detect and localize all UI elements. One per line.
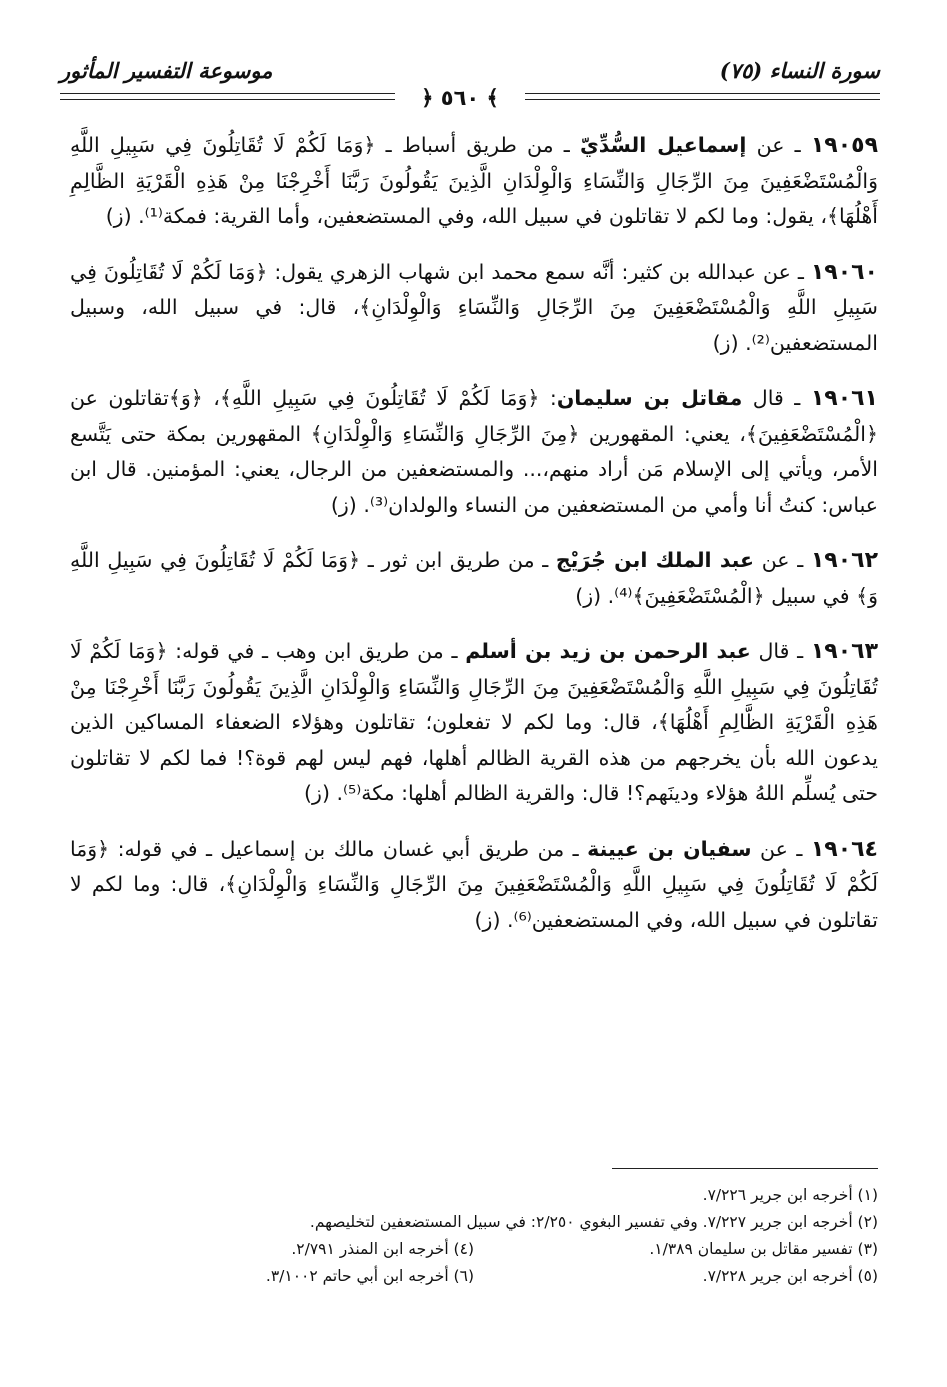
entry-text: محمد ابن شهاب الزهري يقول: ﴿وَمَا لَكُمْ لَا تُقَاتِلُونَ فِي سَبِيلِ اللَّهِ وَالْمُسْتَضْعَفِينَ مِنَ الرِّجَالِ وَالنِّسَاءِ وَالْوِلْدَانِ﴾، قال: في سبيل الله، وسبيل المستضعفين⁽²⁾. (ز) bbox=[70, 259, 878, 355]
page-number: ﴾ ٥٦٠ ﴿ bbox=[395, 86, 525, 110]
footnote-5: (٥) أخرجه ابن جرير ٧/٢٢٨. bbox=[702, 1267, 878, 1285]
footnote-1: (١) أخرجه ابن جرير ٧/٢٢٦. bbox=[702, 1186, 878, 1204]
entry-prefix: ـ عن bbox=[754, 548, 811, 572]
entry-number: ١٩٠٦٣ bbox=[810, 639, 879, 664]
entry-author: إسماعيل السُّدِّيّ bbox=[580, 133, 747, 157]
entry-19062 bbox=[70, 543, 878, 614]
footnote-4: (٤) أخرجه ابن المنذر ٢/٧٩١. bbox=[291, 1240, 474, 1258]
entry-author: عبد الملك ابن جُرَيْج bbox=[555, 548, 755, 572]
entry-prefix: ـ عن عبدالله بن كثير: أنَّه سمع bbox=[538, 259, 811, 284]
entry-prefix: ـ عن bbox=[746, 133, 811, 157]
entry-19061 bbox=[70, 381, 878, 523]
footnote-6: (٦) أخرجه ابن أبي حاتم ٣/١٠٠٢. bbox=[265, 1267, 474, 1285]
page-header bbox=[60, 58, 880, 88]
entry-author: مقاتل بن سليمان bbox=[556, 386, 743, 410]
surah-title: سورة النساء (٧٥) bbox=[719, 58, 880, 83]
footnote-row bbox=[70, 1236, 878, 1263]
footnote-2: (٢) أخرجه ابن جرير ٧/٢٢٧. وفي تفسير البغوي ٢/٢٥٠: في سبيل المستضعفين لتخليصهم. bbox=[309, 1213, 878, 1231]
main-content bbox=[70, 128, 878, 958]
entry-19059 bbox=[70, 128, 878, 235]
footnote-separator bbox=[612, 1168, 878, 1169]
entry-text: ـ من طريق أسباط ـ ﴿وَمَا لَكُمْ لَا تُقَاتِلُونَ فِي سَبِيلِ اللَّهِ وَالْمُسْتَضْعَفِينَ مِنَ الرِّجَالِ وَالنِّسَاءِ وَالْوِلْدَانِ الَّذِينَ يَقُولُونَ رَبَّنَا أَخْرِجْنَا مِنْ هَذِهِ الْقَرْيَةِ الظَّالِمِ أَهْلُهَا﴾، يقول: وما لكم لا تقاتلون في سبيل الله، وفي المستضعفين، وأما القرية: فمكة⁽¹⁾. (ز) bbox=[70, 133, 878, 228]
footnote-3: (٣) تفسير مقاتل بن سليمان ١/٣٨٩. bbox=[649, 1240, 878, 1258]
entry-text: ـ من طريق ابن وهب ـ في قوله: ﴿وَمَا لَكُمْ لَا تُقَاتِلُونَ فِي سَبِيلِ اللَّهِ وَالْمُسْتَضْعَفِينَ مِنَ الرِّجَالِ وَالنِّسَاءِ وَالْوِلْدَانِ الَّذِينَ يَقُولُونَ رَبَّنَا أَخْرِجْنَا مِنْ هَذِهِ الْقَرْيَةِ الظَّالِمِ أَهْلُهَا﴾، قال: وما لكم لا تفعلون؛ تقاتلون وهؤلاء الضعفاء المساكين الذين يدعون الله بأن يخرجهم من هذه القرية الظالم أهلها، فهم ليس لهم قوة؟! فما لكم لا تقاتلون حتى يُسلِّم اللهُ هؤلاء ودينَهم؟! قال: والقرية الظالم أهلها: مكة⁽⁵⁾. (ز) bbox=[70, 639, 878, 805]
entry-text: ـ من طريق أبي غسان مالك بن إسماعيل ـ في قوله: ﴿وَمَا لَكُمْ لَا تُقَاتِلُونَ فِي سَبِيلِ اللَّهِ وَالْمُسْتَضْعَفِينَ مِنَ الرِّجَالِ وَالنِّسَاءِ وَالْوِلْدَانِ﴾، قال: وما لكم لا تقاتلون في سبيل الله، وفي المستضعفين⁽⁶⁾. (ز) bbox=[70, 836, 878, 932]
entry-number: ١٩٠٥٩ bbox=[810, 133, 878, 158]
entry-text: ـ من طريق ابن ثور ـ ﴿وَمَا لَكُمْ لَا تُقَاتِلُونَ فِي سَبِيلِ اللَّهِ وَ﴾ في سبيل ﴿الْمُسْتَضْعَفِينَ﴾⁽⁴⁾. (ز) bbox=[70, 548, 878, 608]
entry-prefix: ـ قال bbox=[750, 639, 811, 663]
entry-author: عبد الرحمن بن زيد بن أسلم bbox=[465, 639, 751, 663]
entry-number: ١٩٠٦٠ bbox=[810, 259, 878, 285]
entry-19063 bbox=[70, 634, 878, 812]
entry-prefix: ـ قال bbox=[742, 386, 811, 410]
entry-number: ١٩٠٦٢ bbox=[810, 548, 878, 573]
entry-author: سفيان بن عيينة bbox=[587, 836, 752, 861]
entry-number: ١٩٠٦٤ bbox=[810, 836, 878, 862]
book-title: موسوعة التفسير المأثور bbox=[60, 58, 273, 83]
entry-number: ١٩٠٦١ bbox=[810, 386, 878, 411]
entry-text: : ﴿وَمَا لَكُمْ لَا تُقَاتِلُونَ فِي سَبِيلِ اللَّهِ﴾، ﴿وَ﴾تقاتلون عن ﴿الْمُسْتَضْعَفِينَ﴾، يعني: المقهورين ﴿مِنَ الرِّجَالِ وَالنِّسَاءِ وَالْوِلْدَانِ﴾ المقهورين بمكة حتى يَتَّسع الأمر، ويأتي إلى الإسلام مَن أراد منهم،... والمستضعفين من الرجال، يعني: المؤمنين. قال ابن عباس: كنتُ أنا وأمي من المستضعفين من النساء والولدان⁽³⁾. (ز) bbox=[70, 386, 878, 517]
footnote-row bbox=[70, 1263, 878, 1290]
entry-19064 bbox=[70, 832, 878, 939]
entry-prefix: ـ عن bbox=[751, 836, 811, 861]
footnotes bbox=[70, 1182, 878, 1290]
entry-19060 bbox=[70, 255, 878, 362]
